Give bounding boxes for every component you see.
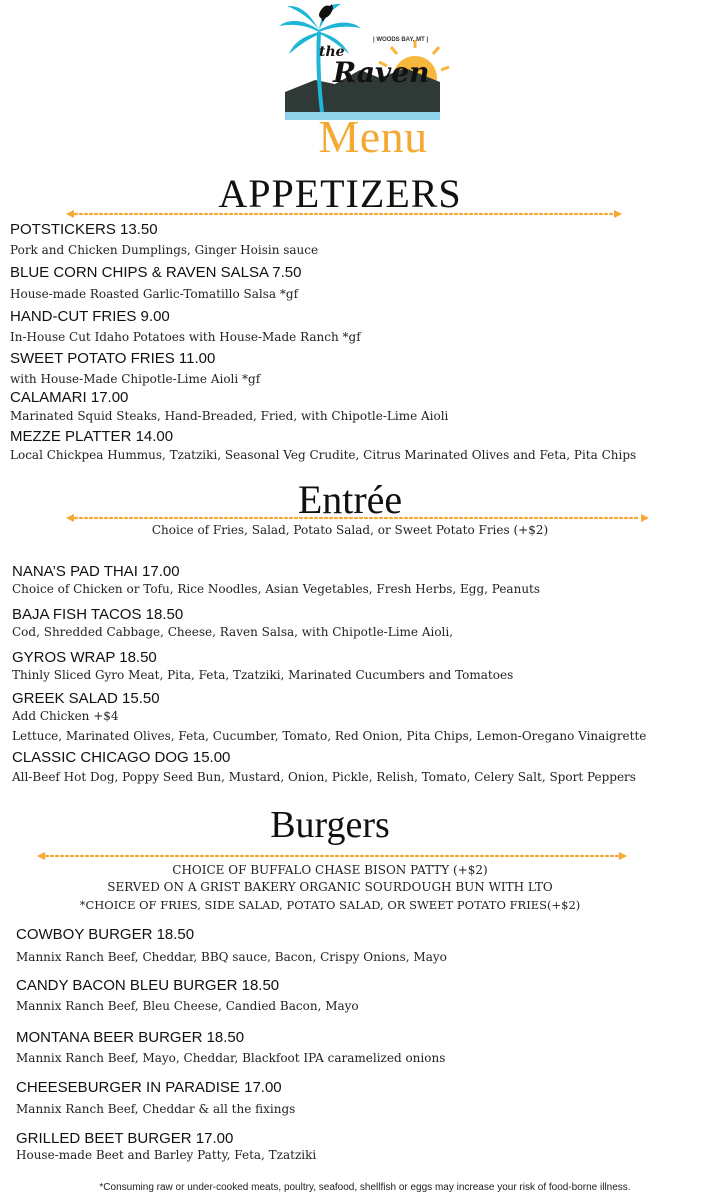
menu-item-name: GRILLED BEET BURGER 17.00: [16, 1130, 234, 1147]
menu-item-name: BLUE CORN CHIPS & RAVEN SALSA 7.50: [10, 264, 302, 281]
menu-item-name: HAND-CUT FRIES 9.00: [10, 308, 170, 325]
entree-sides-note: Choice of Fries, Salad, Potato Salad, or Sweet Potato Fries (+$2): [151, 523, 549, 537]
raven-logo: [275, 0, 450, 125]
menu-item-name: CHEESEBURGER IN PARADISE 17.00: [16, 1079, 282, 1096]
raven-bird-icon: [319, 4, 333, 22]
food-safety-disclaimer: *Consuming raw or under-cooked meats, poultry, seafood, shellfish or eggs may increase your risk of food-borne illness.: [99, 1182, 631, 1193]
burgers-note-bun: SERVED ON A GRIST BAKERY ORGANIC SOURDOUGH BUN WITH LTO: [107, 880, 553, 894]
menu-heading: Menu: [318, 111, 428, 162]
menu-item-desc: All-Beef Hot Dog, Poppy Seed Bun, Mustard, Onion, Pickle, Relish, Tomato, Celery Salt, Sport Peppers: [12, 770, 636, 784]
menu-item-desc: Mannix Ranch Beef, Mayo, Cheddar, Blackfoot IPA caramelized onions: [16, 1051, 446, 1065]
menu-item-name: BAJA FISH TACOS 18.50: [12, 606, 184, 623]
menu-item-desc: Lettuce, Marinated Olives, Feta, Cucumber, Tomato, Red Onion, Pita Chips, Lemon-Oregano Vinaigrette: [12, 729, 647, 743]
appetizers-divider: [66, 209, 622, 219]
menu-item-name: MEZZE PLATTER 14.00: [10, 428, 174, 445]
menu-item-desc: Mannix Ranch Beef, Bleu Cheese, Candied Bacon, Mayo: [16, 999, 359, 1013]
menu-item-desc: House-made Beet and Barley Patty, Feta, Tzatziki: [16, 1148, 317, 1162]
menu-item-desc: Thinly Sliced Gyro Meat, Pita, Feta, Tzatziki, Marinated Cucumbers and Tomatoes: [12, 668, 514, 682]
menu-item-desc: Mannix Ranch Beef, Cheddar & all the fixings: [16, 1102, 296, 1116]
menu-item-name: SWEET POTATO FRIES 11.00: [10, 350, 216, 367]
burgers-divider: [37, 851, 627, 861]
menu-item-desc: In-House Cut Idaho Potatoes with House-Made Ranch *gf: [10, 330, 361, 344]
menu-item-name: POTSTICKERS 13.50: [10, 221, 158, 238]
menu-item-name: CALAMARI 17.00: [10, 389, 129, 406]
menu-item-desc: Local Chickpea Hummus, Tzatziki, Seasonal Veg Crudite, Citrus Marinated Olives and Feta, Pita Chips: [10, 448, 637, 462]
logo-the: the: [319, 44, 345, 60]
menu-item-desc: Choice of Chicken or Tofu, Rice Noodles, Asian Vegetables, Fresh Herbs, Egg, Peanuts: [12, 582, 541, 596]
menu-item-name: CLASSIC CHICAGO DOG 15.00: [12, 749, 231, 766]
appetizers-title: APPETIZERS: [218, 171, 462, 216]
menu-item-desc: House-made Roasted Garlic-Tomatillo Salsa *gf: [10, 287, 299, 301]
menu-item-name: MONTANA BEER BURGER 18.50: [16, 1029, 245, 1046]
burgers-title: Burgers: [270, 804, 390, 846]
menu-item-desc: Mannix Ranch Beef, Cheddar, BBQ sauce, Bacon, Crispy Onions, Mayo: [16, 950, 447, 964]
menu-item-desc: Marinated Squid Steaks, Hand-Breaded, Fried, with Chipotle-Lime Aioli: [10, 409, 449, 423]
entree-title: Entrée: [297, 477, 403, 522]
menu-item-name: GREEK SALAD 15.50: [12, 690, 160, 707]
logo-location: | WOODS BAY, MT |: [373, 37, 429, 43]
burgers-note-bison: CHOICE OF BUFFALO CHASE BISON PATTY (+$2): [172, 863, 488, 877]
menu-item-name: NANA’S PAD THAI 17.00: [12, 563, 180, 580]
logo-name: Raven: [333, 56, 430, 89]
menu-item-desc: Cod, Shredded Cabbage, Cheese, Raven Salsa, with Chipotle-Lime Aioli,: [12, 625, 454, 639]
burgers-note-sides: *CHOICE OF FRIES, SIDE SALAD, POTATO SALAD, OR SWEET POTATO FRIES(+$2): [79, 898, 581, 912]
menu-item-desc: with House-Made Chipotle-Lime Aioli *gf: [10, 372, 261, 386]
menu-item-name: COWBOY BURGER 18.50: [16, 926, 195, 943]
menu-item-extra: Add Chicken +$4: [12, 709, 119, 723]
menu-item-desc: Pork and Chicken Dumplings, Ginger Hoisin sauce: [10, 243, 319, 257]
menu-item-name: CANDY BACON BLEU BURGER 18.50: [16, 977, 280, 994]
menu-item-name: GYROS WRAP 18.50: [12, 649, 157, 666]
